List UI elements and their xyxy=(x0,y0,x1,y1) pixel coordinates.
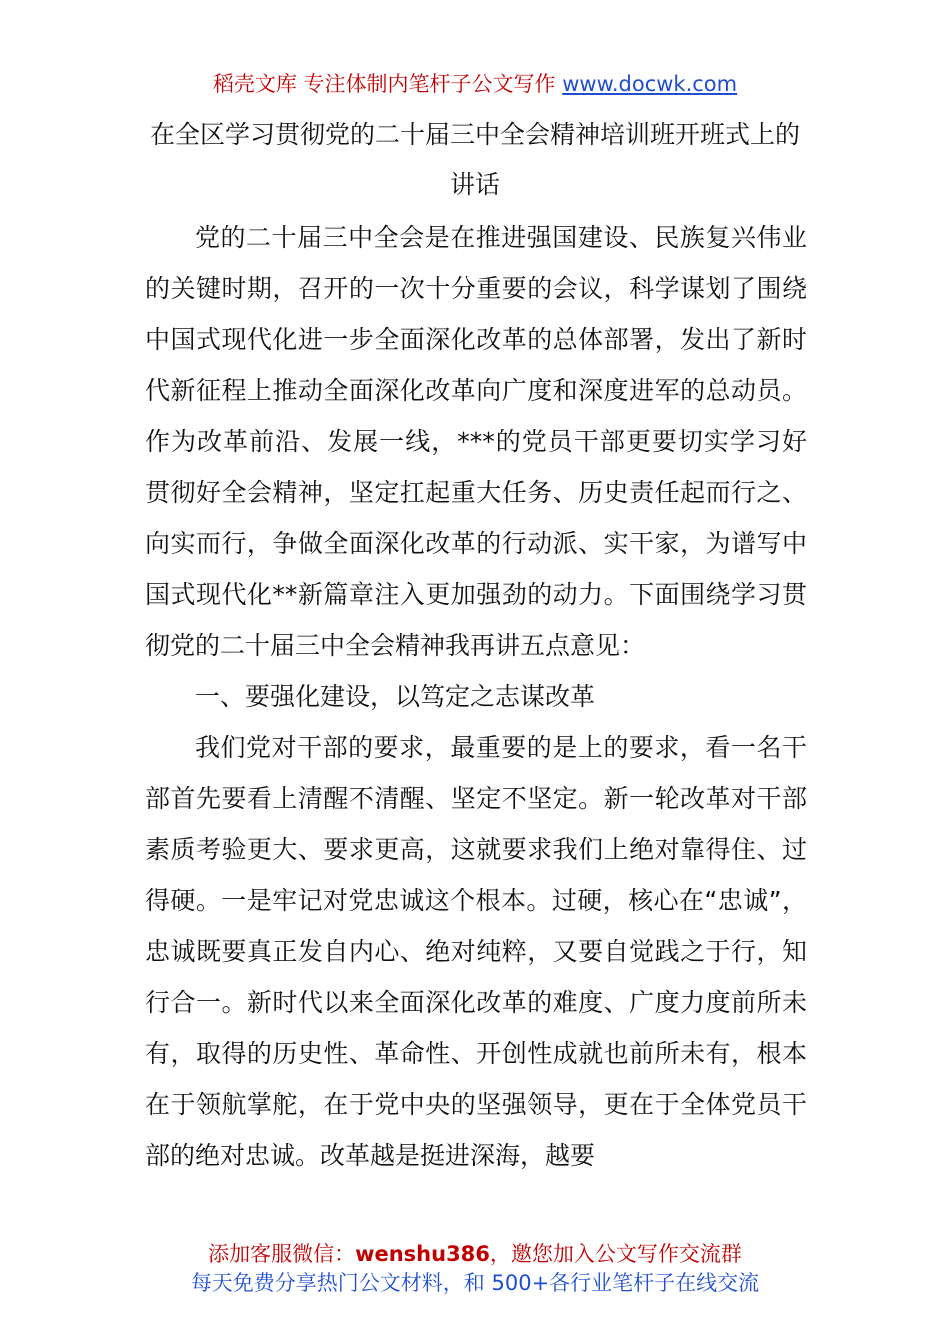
document-body xyxy=(145,212,807,1181)
footer-contact-line xyxy=(0,1240,950,1269)
paragraph-intro: 党的二十届三中全会是在推进强国建设、民族复兴伟业的关键时期，召开的一次十分重要的会议，科学谋划了围绕中国式现代化进一步全面深化改革的总体部署，发出了新时代新征程上推动全面深化改革向广度和深度进军的总动员。作为改革前沿、发展一线，***的党员干部更要切实学习好贯彻好全会精神，坚定扛起重大任务、历史责任起而行之、向实而行，争做全面深化改革的行动派、实干家，为谱写中国式现代化**新篇章注入更加强劲的动力。下面围绕学习贯彻党的二十届三中全会精神我再讲五点意见： xyxy=(145,223,807,660)
wechat-id: wenshu386 xyxy=(355,1242,490,1266)
website-link[interactable]: www.docwk.com xyxy=(562,72,738,96)
paragraph-section-1: 我们党对干部的要求，最重要的是上的要求，看一名干部首先要看上清醒不清醒、坚定不坚定。新一轮改革对干部素质考验更大、要求更高，这就要求我们上绝对靠得住、过得硬。一是牢记对党忠诚这个根本。过硬，核心在“忠诚”，忠诚既要真正发自内心、绝对纯粹，又要自觉践之于行，知行合一。新时代以来全面深化改革的难度、广度力度前所未有，取得的历史性、革命性、开创性成就也前所未有，根本在于领航掌舵，在于党中央的坚强领导，更在于全体党员干部的绝对忠诚。改革越是挺进深海，越要 xyxy=(145,733,807,1170)
footer-contact-prefix: 添加客服微信： xyxy=(208,1242,356,1266)
footer-promo-line: 每天免费分享热门公文材料，和 500+各行业笔杆子在线交流 xyxy=(190,1271,760,1295)
promo-footer xyxy=(0,1240,950,1298)
brand-slogan: 稻壳文库 专注体制内笔杆子公文写作 xyxy=(212,72,556,96)
footer-contact-suffix: ，邀您加入公文写作交流群 xyxy=(489,1242,742,1266)
document-title: 在全区学习贯彻党的二十届三中全会精神培训班开班式上的讲话 xyxy=(149,120,800,199)
watermark-header xyxy=(0,70,950,98)
section-heading-1: 一、要强化建设，以笃定之志谋改革 xyxy=(195,682,596,711)
